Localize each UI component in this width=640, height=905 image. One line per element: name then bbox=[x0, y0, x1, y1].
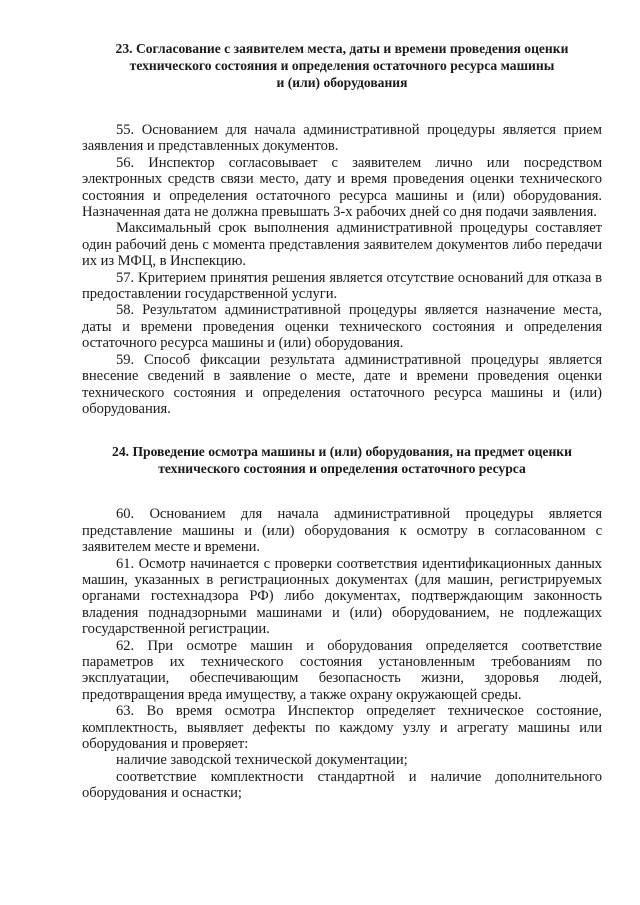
paragraph-55: 55. Основанием для начала административной процедуры является прием заявления и представленных документов. bbox=[82, 122, 602, 155]
section-23-body bbox=[82, 122, 602, 417]
spacer bbox=[82, 477, 602, 506]
spacer bbox=[82, 417, 602, 443]
list-item-documentation: наличие заводской технической документации; bbox=[116, 752, 408, 769]
paragraph-62: 62. При осмотре машин и оборудования определяется соответствие параметров их технического состояния установленным требованиям по эксплуатации, обеспечивающим безопасность жизни, здоровья людей, предотвращения вреда имуществу, а также охрану окружающей среды. bbox=[82, 637, 602, 703]
list-item-completeness: соответствие комплектности стандартной и наличие дополнительного оборудования и оснастки; bbox=[82, 768, 602, 802]
paragraph-59: 59. Способ фиксации результата административной процедуры является внесение сведений в заявление о месте, дате и времени проведения оценки технического состояния и определения остаточного ресурса машины и (или) оборудования. bbox=[82, 351, 602, 417]
paragraph-60: 60. Основанием для начала административной процедуры является представление машины и (или) оборудования к осмотру в согласованном с заявителем месте и времени. bbox=[82, 506, 602, 556]
document-page bbox=[82, 40, 602, 802]
section-23-title-line-3: и (или) оборудования bbox=[276, 75, 408, 90]
section-24-title bbox=[82, 443, 602, 477]
paragraph-56-deadline: Максимальный срок выполнения административной процедуры составляет один рабочий день с момента представления заявителем документов либо передачи их из МФЦ, в Инспекцию. bbox=[82, 220, 602, 270]
section-23-title-line-2: технического состояния и определения остаточного ресурса машины bbox=[129, 58, 555, 73]
section-23-title-line-1: 23. Согласование с заявителем места, даты и времени проведения оценки bbox=[115, 41, 569, 56]
paragraph-61: 61. Осмотр начинается с проверки соответствия идентификационных данных машин, указанных в регистрационных документах (для машин, регистрируемых органами гостехнадзора РФ) либо документах, подтверждающим законность владения поднадзорными машинами и (или) оборудованием, не подлежащих государственной регистрации. bbox=[82, 555, 602, 638]
paragraph-57: 57. Критерием принятия решения является отсутствие оснований для отказа в предоставлении государственной услуги. bbox=[82, 269, 602, 303]
section-23-title bbox=[82, 40, 602, 91]
paragraph-56: 56. Инспектор согласовывает с заявителем лично или посредством электронных средств связи место, дату и время проведения оценки технического состояния и определения остаточного ресурса машины и (или) оборудования. Назначенная дата не должна превышать 3-х рабочих дней со дня подачи заявления. bbox=[82, 154, 602, 221]
section-24-body bbox=[82, 506, 602, 801]
spacer bbox=[82, 91, 602, 122]
section-24-title-line-2: технического состояния и определения остаточного ресурса bbox=[158, 461, 526, 477]
section-24-title-line-1: 24. Проведение осмотра машины и (или) оборудования, на предмет оценки bbox=[112, 444, 572, 460]
paragraph-58: 58. Результатом административной процедуры является назначение места, даты и времени проведения оценки технического состояния и определения остаточного ресурса машины и (или) оборудования. bbox=[82, 302, 602, 352]
paragraph-63: 63. Во время осмотра Инспектор определяет техническое состояние, комплектность, выявляет дефекты по каждому узлу и агрегату машины или оборудования и проверяет: bbox=[82, 703, 602, 752]
